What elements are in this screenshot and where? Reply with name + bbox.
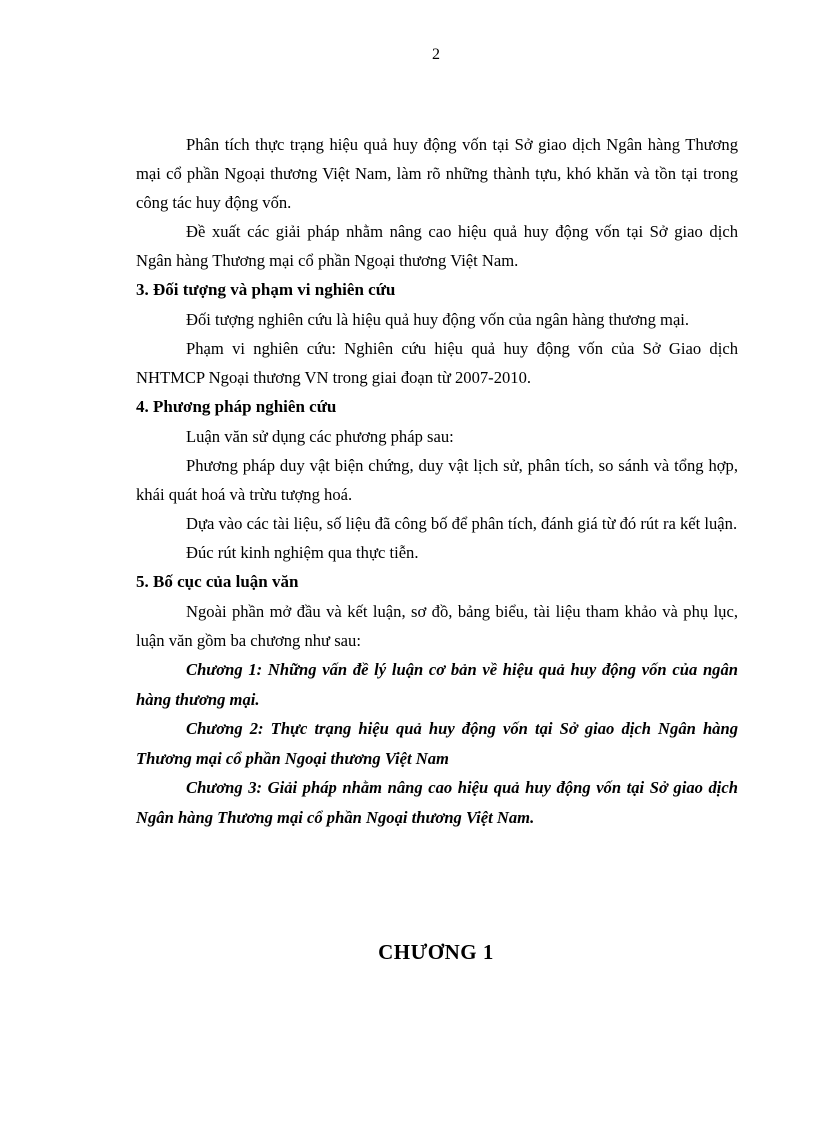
body-text	[136, 130, 738, 832]
chapter-summary-1: Chương 1: Những vấn đề lý luận cơ bản về hiệu quả huy động vốn của ngân hàng thương mại.	[136, 660, 738, 709]
paragraph: Dựa vào các tài liệu, số liệu đã công bố để phân tích, đánh giá từ đó rút ra kết luận.	[186, 514, 738, 533]
paragraph: Luận văn sử dụng các phương pháp sau:	[186, 427, 454, 446]
paragraph: Ngoài phần mở đầu và kết luận, sơ đồ, bảng biểu, tài liệu tham khảo và phụ lục, luận văn gồm ba chương như sau:	[136, 602, 738, 650]
chapter-heading: CHƯƠNG 1	[378, 940, 494, 964]
page-number: 2	[432, 46, 440, 63]
paragraph: Phạm vi nghiên cứu: Nghiên cứu hiệu quả huy động vốn của Sở Giao dịch NHTMCP Ngoại thương VN trong giai đoạn từ 2007-2010.	[136, 339, 738, 387]
paragraph: Phương pháp duy vật biện chứng, duy vật lịch sử, phân tích, so sánh và tổng hợp, khái quát hoá và trừu tượng hoá.	[136, 456, 738, 504]
paragraph: Đối tượng nghiên cứu là hiệu quả huy động vốn của ngân hàng thương mại.	[186, 310, 690, 329]
paragraph: Đúc rút kinh nghiệm qua thực tiễn.	[186, 543, 419, 562]
section-heading-5: 5. Bố cục của luận văn	[136, 572, 299, 591]
chapter-summary-2: Chương 2: Thực trạng hiệu quả huy động vốn tại Sở giao dịch Ngân hàng Thương mại cổ phần Ngoại thương Việt Nam	[136, 719, 738, 768]
paragraph: Phân tích thực trạng hiệu quả huy động vốn tại Sở giao dịch Ngân hàng Thương mại cổ phần Ngoại thương Việt Nam, làm rõ những thành tựu, khó khăn và tồn tại trong công tác huy động vốn.	[136, 135, 738, 212]
section-heading-4: 4. Phương pháp nghiên cứu	[136, 397, 337, 416]
chapter-summary-3: Chương 3: Giải pháp nhằm nâng cao hiệu quả huy động vốn tại Sở giao dịch Ngân hàng Thương mại cổ phần Ngoại thương Việt Nam.	[136, 778, 738, 827]
paragraph: Đề xuất các giải pháp nhằm nâng cao hiệu quả huy động vốn tại Sở giao dịch Ngân hàng Thương mại cổ phần Ngoại thương Việt Nam.	[136, 222, 738, 270]
section-heading-3: 3. Đối tượng và phạm vi nghiên cứu	[136, 280, 396, 299]
